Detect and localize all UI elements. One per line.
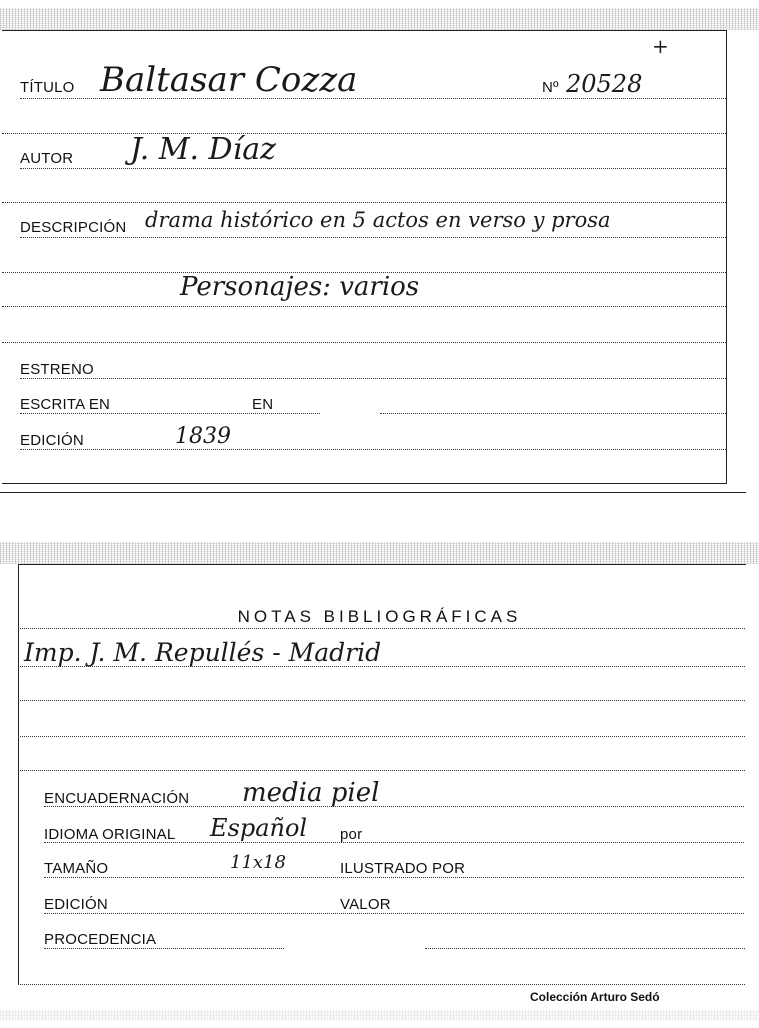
notas-heading: NOTAS BIBLIOGRÁFICAS: [237, 607, 522, 626]
line-tamano: [44, 877, 744, 878]
tamano-value: 11x18: [230, 852, 286, 873]
edicion-value-1: 1839: [175, 424, 231, 449]
titulo-label: TÍTULO: [20, 79, 75, 96]
line-blank-4: [2, 342, 726, 343]
valor-label: VALOR: [340, 896, 391, 913]
line-heading: [18, 628, 745, 629]
line-estreno: [20, 378, 726, 379]
line-blank-7: [18, 770, 745, 771]
line-edicion-2: [44, 913, 744, 914]
procedencia-label: PROCEDENCIA: [44, 931, 157, 948]
autor-value: J. M. Díaz: [130, 132, 276, 167]
line-titulo: [20, 98, 726, 99]
line-descripcion: [20, 237, 726, 238]
line-personajes: [2, 306, 726, 307]
descripcion-value: drama histórico en 5 actos en verso y prosa: [145, 208, 611, 232]
scan-noise-middle: [0, 542, 759, 564]
line-procedencia-1: [44, 948, 284, 949]
en-label: EN: [252, 396, 274, 413]
line-autor: [20, 168, 726, 169]
line-blank-2: [2, 202, 726, 203]
titulo-value: Baltasar Cozza: [100, 60, 358, 100]
line-notas: [18, 666, 745, 667]
notas-value: Imp. J. M. Repullés - Madrid: [24, 638, 382, 667]
line-escrita-2: [380, 413, 726, 414]
line-encuadernacion: [44, 806, 744, 807]
card-1-bottom-rule: [0, 492, 746, 493]
line-blank-5: [18, 700, 745, 701]
edicion-label-2: EDICIÓN: [44, 896, 108, 913]
autor-label: AUTOR: [20, 150, 74, 167]
plus-mark: +: [652, 34, 669, 58]
descripcion-label: DESCRIPCIÓN: [20, 219, 127, 236]
ilustrado-label: ILUSTRADO POR: [340, 860, 466, 877]
line-blank-1: [2, 133, 726, 134]
line-blank-6: [18, 736, 745, 737]
encuadernacion-value: media piel: [242, 778, 380, 808]
numero-value: 20528: [566, 70, 643, 98]
escrita-label: ESCRITA EN: [20, 396, 111, 413]
idioma-label: IDIOMA ORIGINAL: [44, 826, 176, 843]
scan-noise-top: [0, 8, 759, 30]
edicion-label-1: EDICIÓN: [20, 432, 84, 449]
estreno-label: ESTRENO: [20, 361, 94, 378]
idioma-value: Español: [210, 814, 308, 842]
collection-footer: Colección Arturo Sedó: [530, 990, 660, 1004]
numero-label: Nº: [542, 79, 559, 96]
tamano-label: TAMAÑO: [44, 860, 109, 877]
encuadernacion-label: ENCUADERNACIÓN: [44, 790, 190, 807]
line-procedencia-2: [425, 948, 745, 949]
scan-noise-bottom: [0, 1010, 759, 1020]
line-edicion-1: [20, 449, 726, 450]
por-label: por: [340, 826, 363, 843]
line-idioma: [44, 842, 744, 843]
line-blank-8: [18, 984, 745, 985]
personajes-value: Personajes: varios: [180, 272, 420, 302]
line-escrita-1: [20, 413, 320, 414]
